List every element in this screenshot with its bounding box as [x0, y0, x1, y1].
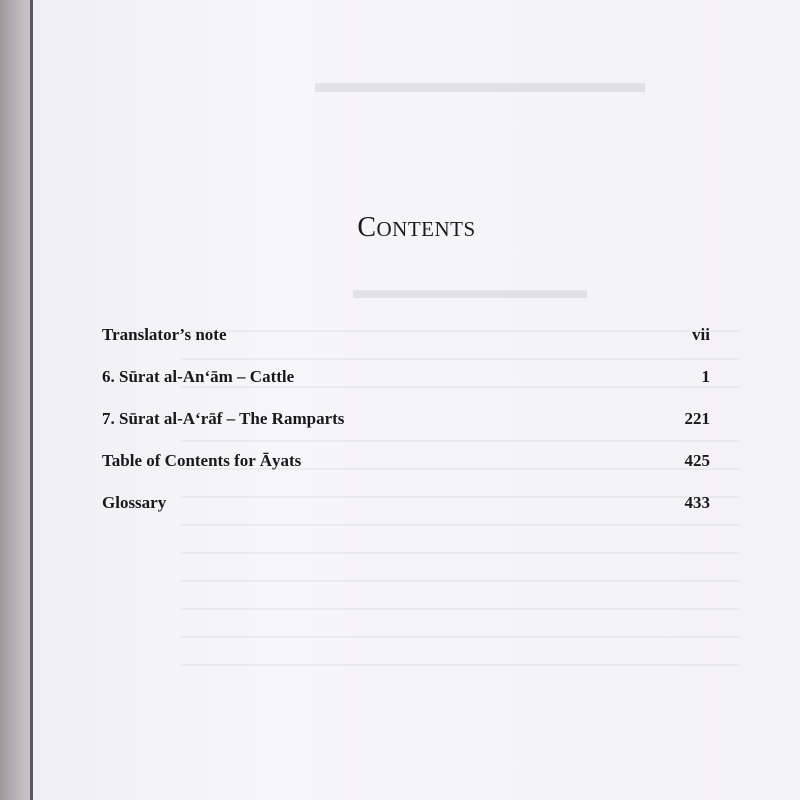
- toc-entry-glossary[interactable]: [102, 482, 710, 524]
- contents-heading: [33, 212, 800, 244]
- toc-entry-surat-al-araf[interactable]: [102, 398, 710, 440]
- toc-entry-page: vii: [692, 325, 710, 344]
- toc-entry-page: 433: [684, 493, 710, 512]
- toc-entry-title: Table of Contents for Āyats: [102, 451, 302, 470]
- toc-entry-page: 425: [684, 451, 710, 470]
- heading-rest: ONTENTS: [376, 217, 476, 241]
- toc-entry-page: 221: [684, 409, 710, 428]
- toc-entry-surat-al-anam[interactable]: [102, 356, 710, 398]
- toc-entry-table-of-contents-for-ayats[interactable]: [102, 440, 710, 482]
- toc-entry-title: 7. Sūrat al-A‘rāf – The Ramparts: [102, 409, 345, 428]
- heading-initial: C: [357, 212, 377, 243]
- table-of-contents: [102, 314, 710, 524]
- toc-entry-page: 1: [701, 367, 710, 386]
- show-through-texture: ▬▬▬▬▬▬▬▬▬▬▬ ▬▬▬▬▬▬▬▬▬: [33, 0, 800, 800]
- toc-entry-title: 6. Sūrat al-An‘ām – Cattle: [102, 367, 295, 386]
- toc-entry-title: Glossary: [102, 493, 167, 512]
- book-page: [33, 0, 800, 800]
- toc-entry-translators-note[interactable]: [102, 314, 710, 356]
- toc-entry-title: Translator’s note: [102, 325, 227, 344]
